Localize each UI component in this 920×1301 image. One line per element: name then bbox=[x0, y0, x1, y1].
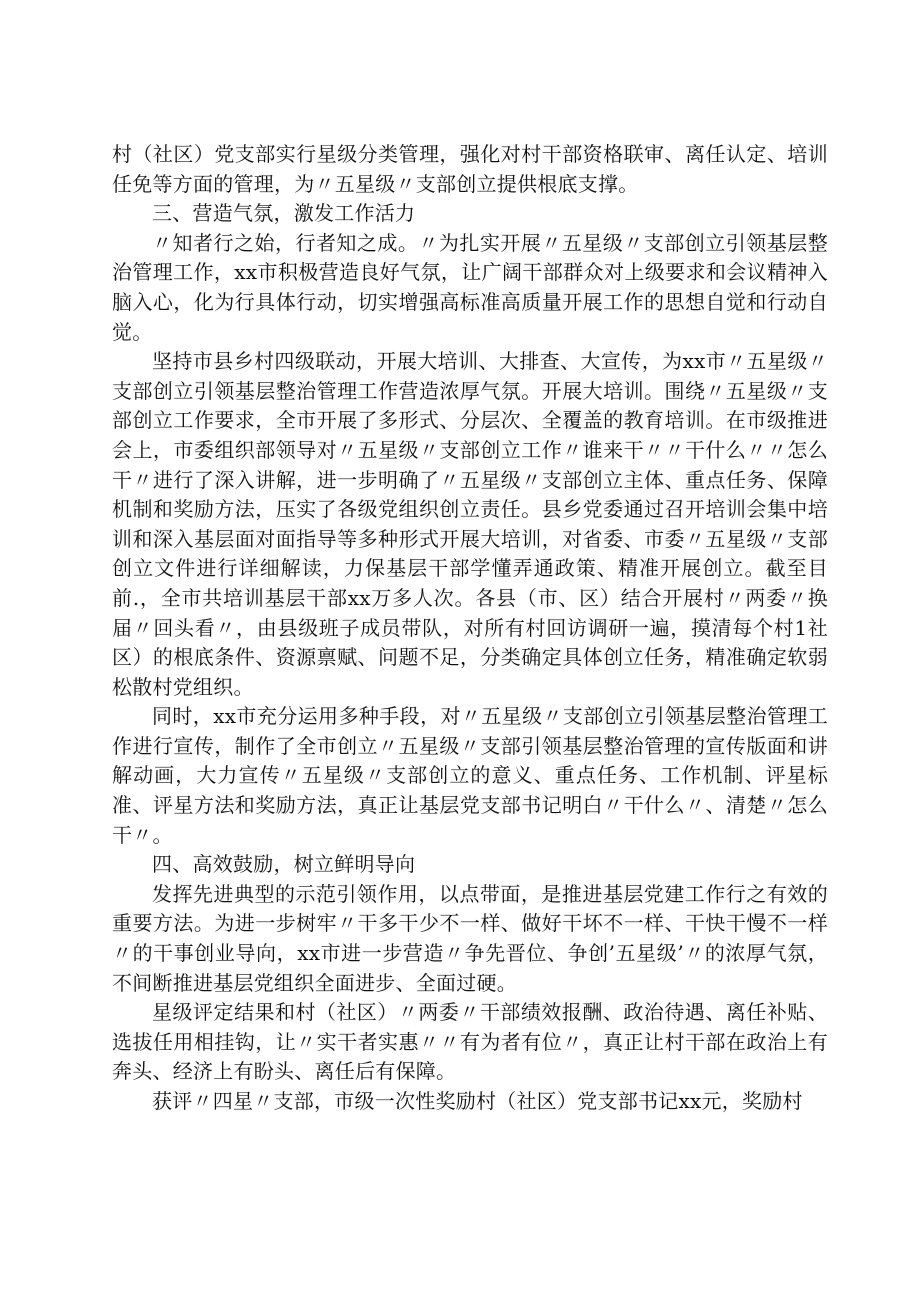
document-page bbox=[112, 140, 828, 1117]
paragraph-publicity: 同时，xx市充分运用多种手段，对〃五星级〃支部创立引领基层整治管理工作进行宣传，制作了全市创立〃五星级〃支部引领基层整治管理的宣传版面和讲解动画，大力宣传〃五星级〃支部创立的意义、重点任务、工作机制、评星标准、评星方法和奖励方法，真正让基层党支部书记明白〃干什么〃、清楚〃怎么干〃。 bbox=[112, 704, 828, 847]
paragraph-role-models: 发挥先进典型的示范引领作用，以点带面，是推进基层党建工作行之有效的重要方法。为进一步树牢〃干多干少不一样、做好干坏不一样、干快干慢不一样〃的干事创业导向，xx市进一步营造〃争先晋位、争创’五星级’〃的浓厚气氛，不间断推进基层党组织全面进步、全面过硬。 bbox=[112, 881, 828, 995]
paragraph-management: 村（社区）党支部实行星级分类管理，强化对村干部资格联审、离任认定、培训任免等方面的管理，为〃五星级〃支部创立提供根底支撑。 bbox=[112, 142, 828, 196]
section-heading-four: 四、高效鼓励，树立鲜明导向 bbox=[152, 852, 416, 877]
paragraph-award: 获评〃四星〃支部，市级一次性奖励村（社区）党支部书记xx元，奖励村 bbox=[152, 1089, 803, 1113]
paragraph-evaluation: 星级评定结果和村（社区）〃两委〃干部绩效报酬、政治待遇、离任补贴、选拔任用相挂钩，让〃实干者实惠〃〃有为者有位〃，真正让村干部在政治上有奔头、经济上有盼头、离任后有保障。 bbox=[112, 1000, 828, 1084]
section-heading-three: 三、营造气氛，激发工作活力 bbox=[152, 201, 416, 226]
paragraph-training: 坚持市县乡村四级联动，开展大培训、大排查、大宣传，为xx市〃五星级〃支部创立引领基层整治管理工作营造浓厚气氛。开展大培训。围绕〃五星级〃支部创立工作要求，全市开展了多形式、分层次、全覆盖的教育培训。在市级推进会上，市委组织部领导对〃五星级〃支部创立工作〃谁来干〃〃干什么〃〃怎么干〃进行了深入讲解，进一步明确了〃五星级〃支部创立主体、重点任务、保障机制和奖励方法，压实了各级党组织创立责任。县乡党委通过召开培训会集中培训和深入基层面对面指导等多种形式开展大培训，对省委、市委〃五星级〃支部创立文件进行详细解读，力保基层干部学懂弄通政策、精准开展创立。截至目前.，全市共培训基层干部xx万多人次。各县（市、区）结合开展村〃两委〃换届〃回头看〃，由县级班子成员带队，对所有村回访调研一遍，摸清每个村1社区）的根底条件、资源禀赋、问题不足，分类确定具体创立任务，精准确定软弱松散村党组织。 bbox=[112, 349, 828, 699]
paragraph-atmosphere: 〃知者行之始，行者知之成。〃为扎实开展〃五星级〃支部创立引领基层整治管理工作，xx市积极营造良好气氛，让广阔干部群众对上级要求和会议精神入脑入心，化为行具体行动，切实增强高标准高质量开展工作的思想自觉和行动自觉。 bbox=[112, 230, 828, 344]
